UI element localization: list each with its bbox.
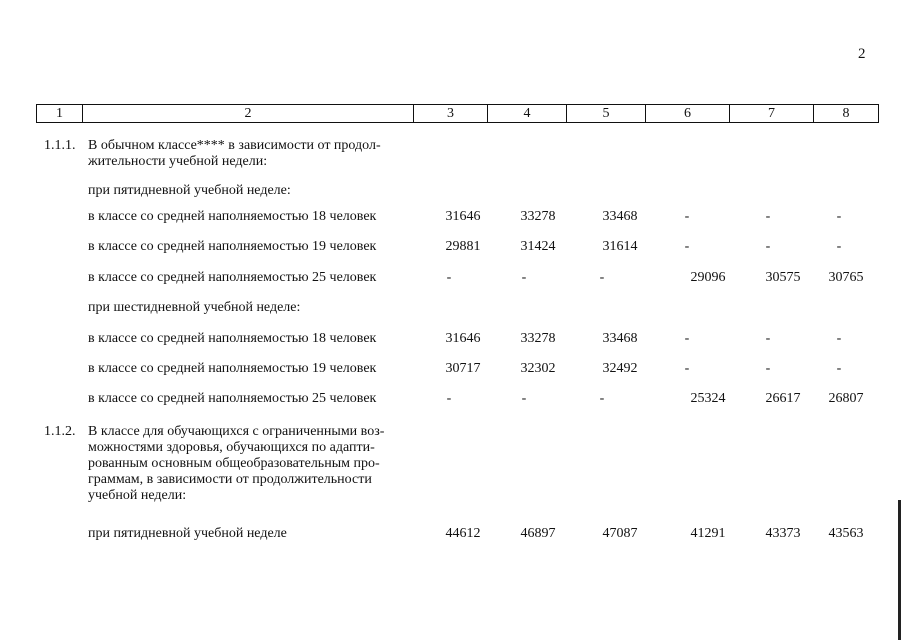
row-value: - xyxy=(684,239,690,254)
row-label: в классе со средней наполняемостью 25 человек xyxy=(88,270,377,285)
row-value: - xyxy=(684,209,690,224)
section-title-line: рованным основным общеобразовательным про- xyxy=(88,456,380,471)
row-value: 32492 xyxy=(602,361,638,376)
row-value: 31646 xyxy=(445,209,481,224)
row-value: 33278 xyxy=(520,209,556,224)
row-value: 32302 xyxy=(520,361,556,376)
row-value: - xyxy=(765,209,771,224)
column-header: 5 xyxy=(567,105,646,123)
row-value: 31424 xyxy=(520,239,556,254)
row-value: - xyxy=(684,361,690,376)
row-value: 25324 xyxy=(690,391,726,406)
section-title-line: можностями здоровья, обучающихся по адапти- xyxy=(88,440,375,455)
row-value: 31646 xyxy=(445,331,481,346)
column-header: 7 xyxy=(730,105,814,123)
group-label: при пятидневной учебной неделе: xyxy=(88,183,291,198)
row-value: - xyxy=(836,209,842,224)
row-value: - xyxy=(765,239,771,254)
page-number: 2 xyxy=(858,46,866,62)
column-header: 4 xyxy=(488,105,567,123)
row-value: 41291 xyxy=(690,526,726,541)
section-title-line: В обычном классе**** в зависимости от продол- xyxy=(88,138,381,153)
row-value: 31614 xyxy=(602,239,638,254)
row-value: 26807 xyxy=(828,391,864,406)
row-value: - xyxy=(599,391,605,406)
column-header: 8 xyxy=(814,105,879,123)
column-header-table xyxy=(36,104,879,123)
row-value: - xyxy=(446,270,452,285)
group-label: при шестидневной учебной неделе: xyxy=(88,300,301,315)
column-header: 1 xyxy=(37,105,83,123)
row-value: - xyxy=(446,391,452,406)
row-value: 46897 xyxy=(520,526,556,541)
column-header: 2 xyxy=(83,105,414,123)
row-value: - xyxy=(599,270,605,285)
row-value: 33468 xyxy=(602,331,638,346)
section-title-line: жительности учебной недели: xyxy=(88,154,268,169)
column-header-row xyxy=(37,105,879,123)
row-value: 43563 xyxy=(828,526,864,541)
row-value: - xyxy=(765,361,771,376)
row-value: - xyxy=(836,239,842,254)
column-header: 3 xyxy=(414,105,488,123)
row-value: 44612 xyxy=(445,526,481,541)
row-label: при пятидневной учебной неделе xyxy=(88,526,287,541)
row-value: 30575 xyxy=(765,270,801,285)
section-number: 1.1.2. xyxy=(44,424,76,439)
row-value: 29881 xyxy=(445,239,481,254)
row-value: 47087 xyxy=(602,526,638,541)
row-label: в классе со средней наполняемостью 19 человек xyxy=(88,239,377,254)
row-value: 33468 xyxy=(602,209,638,224)
row-value: - xyxy=(521,391,527,406)
row-label: в классе со средней наполняемостью 25 человек xyxy=(88,391,377,406)
row-value: 33278 xyxy=(520,331,556,346)
row-value: 29096 xyxy=(690,270,726,285)
section-title-line: граммам, в зависимости от продолжительности xyxy=(88,472,372,487)
row-value: - xyxy=(836,361,842,376)
section-title-line: учебной недели: xyxy=(88,488,187,503)
row-value: 26617 xyxy=(765,391,801,406)
row-value: - xyxy=(684,331,690,346)
row-value: - xyxy=(521,270,527,285)
section-title-line: В классе для обучающихся с ограниченными воз- xyxy=(88,424,385,439)
column-header: 6 xyxy=(646,105,730,123)
row-label: в классе со средней наполняемостью 18 человек xyxy=(88,331,377,346)
row-label: в классе со средней наполняемостью 19 человек xyxy=(88,361,377,376)
row-label: в классе со средней наполняемостью 18 человек xyxy=(88,209,377,224)
row-value: 43373 xyxy=(765,526,801,541)
section-number: 1.1.1. xyxy=(44,138,76,153)
row-value: - xyxy=(836,331,842,346)
row-value: - xyxy=(765,331,771,346)
row-value: 30717 xyxy=(445,361,481,376)
row-value: 30765 xyxy=(828,270,864,285)
